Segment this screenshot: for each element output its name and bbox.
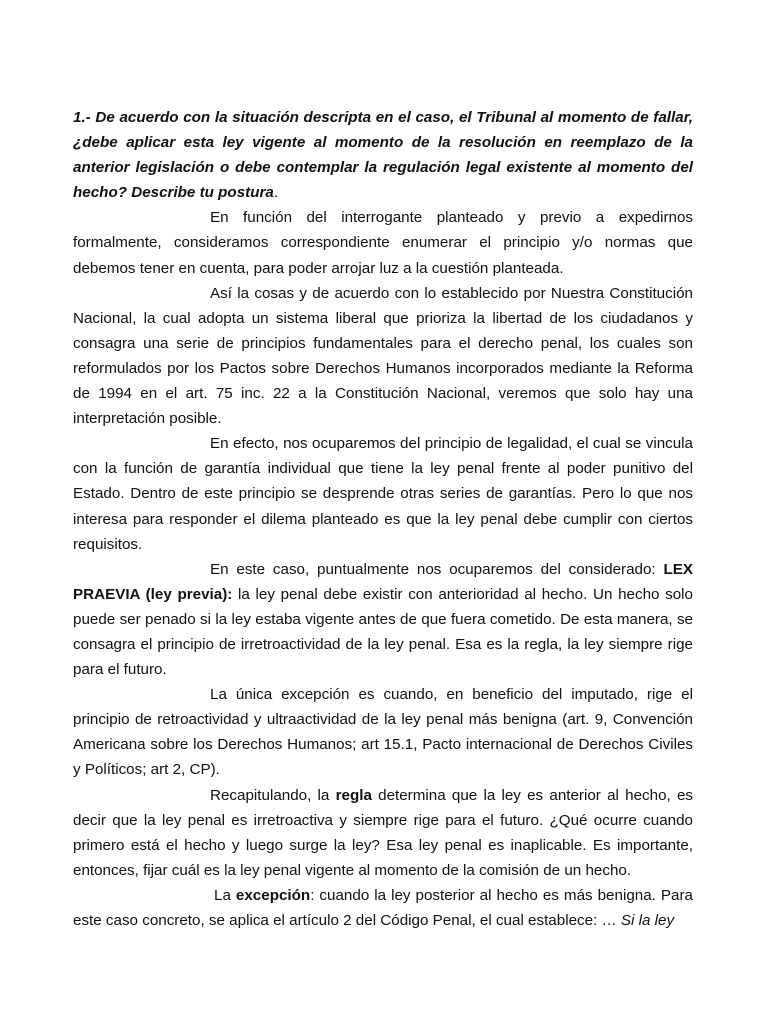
recap-body: determina que la ley es anterior al hecho, es decir que la ley penal es irretroactiva y siempre rige para el futuro. ¿Qué ocurre cuando primero está el hecho y luego surge la ley? Esa ley penal es inaplicable. Es importante, entonces, fijar cuál es la ley penal vigente al momento de la comisión de un hecho. (73, 786, 693, 879)
question-text: 1.- De acuerdo con la situación descripta en el caso, el Tribunal al momento de fallar, ¿debe aplicar esta ley vigente al momento de la resolución en reemplazo de la anterior legislación o debe contemplar la regulación legal existente al momento del hecho? Describe tu postura (73, 109, 693, 202)
paragraph-intro: En función del interrogante planteado y previo a expedirnos formalmente, consideramos correspondiente enumerar el principio y/o normas que debemos tener en cuenta, para poder arrojar luz a la cuestión planteada. (73, 209, 693, 277)
recap-term-regla: regla (335, 786, 372, 804)
exception-quote-start: Si la ley (620, 912, 675, 929)
question-paragraph (73, 105, 693, 205)
paragraph-legality-principle: En efecto, nos ocuparemos del principio de legalidad, el cual se vincula con la función de garantía individual que tiene la ley penal frente al poder punitivo del Estado. Dentro de este principio se desprende otras series de garantías. Pero lo que nos interesa para responder el dilema planteado es que la ley penal debe cumplir con ciertos requisitos. (73, 435, 693, 553)
recap-lead: Recapitulando, la (210, 786, 336, 804)
lex-praevia-term: LEX PRAEVIA (ley previa): (73, 560, 693, 603)
lex-praevia-body: la ley penal debe existir con anterioridad al hecho. Un hecho solo puede ser penado si la ley estaba vigente antes de que fuera cometido. De esta manera, se consagra el principio de irretroactividad de la ley penal. Esa es la regla, la ley siempre rige para el futuro. (73, 585, 694, 679)
question-period: . (273, 184, 279, 202)
exception-lead: La (214, 886, 236, 904)
lex-praevia-lead: En este caso, puntualmente nos ocuparemos del considerado: (210, 560, 664, 578)
paragraph-constitution: Así la cosas y de acuerdo con lo establecido por Nuestra Constitución Nacional, la cual adopta un sistema liberal que prioriza la libertad de los ciudadanos y consagra una serie de principios fundamentales para el derecho penal, los cuales son reformulados por los Pactos sobre Derechos Humanos incorporados mediante la Reforma de 1994 en el art. 75 inc. 22 a la Constitución Nacional, veremos que solo hay una interpretación posible. (73, 284, 693, 428)
paragraph-recap (73, 783, 693, 883)
paragraph-lex-praevia (73, 557, 693, 682)
document-page (73, 105, 693, 933)
paragraph-exception (73, 883, 693, 933)
paragraph-exception-benign-law: La única excepción es cuando, en beneficio del imputado, rige el principio de retroactividad y ultraactividad de la ley penal más benigna (art. 9, Convención Americana sobre los Derechos Humanos; art 15.1, Pacto internacional de Derechos Civiles y Políticos; art 2, CP). (73, 686, 693, 779)
exception-term: excepción (235, 886, 311, 904)
exception-body: : cuando la ley posterior al hecho es más benigna. Para este caso concreto, se aplica el artículo 2 del Código Penal, el cual establece: … (73, 886, 693, 929)
